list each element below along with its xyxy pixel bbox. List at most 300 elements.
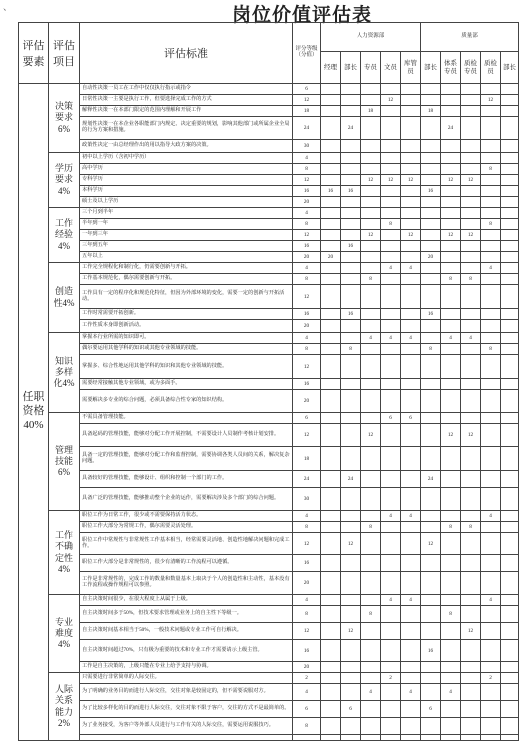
criterion-text: 自动性决策一员工在工作中仅仅执行指示或指令 [80, 84, 293, 95]
rating-cell [441, 718, 461, 735]
score-cell: 30 [293, 140, 321, 153]
rating-cell [501, 117, 519, 140]
rating-cell [421, 241, 441, 252]
header-position: 专员 [361, 52, 381, 84]
rating-cell: 4 [461, 333, 481, 344]
rating-cell [321, 424, 341, 447]
rating-cell [361, 84, 381, 95]
table-row [19, 533, 519, 555]
rating-cell [501, 488, 519, 511]
rating-cell [481, 522, 501, 533]
rating-cell [481, 606, 501, 623]
criterion-text: 自主决策时间很少，在很大程度上从属于上级。 [80, 595, 293, 606]
rating-cell [341, 263, 361, 274]
rating-cell [361, 735, 381, 741]
rating-cell [381, 379, 401, 390]
table-row [19, 488, 519, 511]
rating-cell [321, 471, 341, 488]
score-cell: 24 [293, 471, 321, 488]
rating-cell: 12 [361, 230, 381, 241]
rating-cell [421, 572, 441, 595]
rating-cell [401, 95, 421, 106]
table-row [19, 390, 519, 413]
rating-cell: 6 [381, 413, 401, 424]
rating-cell [401, 424, 421, 447]
score-cell: 8 [293, 606, 321, 623]
rating-cell [361, 285, 381, 309]
rating-cell [461, 355, 481, 379]
item-label: 创造性4% [53, 286, 75, 308]
rating-cell [401, 447, 421, 471]
rating-cell: 8 [481, 164, 501, 175]
rating-cell [441, 447, 461, 471]
rating-cell [341, 274, 361, 285]
rating-cell [441, 355, 461, 379]
rating-cell: 24 [421, 471, 441, 488]
item-label: 学历要求4% [54, 163, 73, 196]
rating-cell [361, 447, 381, 471]
rating-cell [461, 252, 481, 263]
criterion-text: 为了业务接受，为客户等外部人员进行与工作有关的人际交往，需要运用说服技巧。 [80, 718, 293, 735]
rating-cell [421, 285, 441, 309]
rating-cell: 12 [461, 623, 481, 640]
rating-cell [461, 344, 481, 355]
table-row [19, 424, 519, 447]
rating-cell [441, 488, 461, 511]
rating-cell [461, 606, 481, 623]
factor-label: 任职资格40% [22, 391, 45, 431]
table-row [19, 718, 519, 735]
rating-cell [481, 413, 501, 424]
item-label: 专业难度4% [54, 616, 73, 650]
header-score: 评分等级（分值） [293, 23, 321, 84]
table-row [19, 379, 519, 390]
rating-cell [381, 735, 401, 741]
rating-cell [441, 595, 461, 606]
rating-cell [361, 640, 381, 662]
rating-cell [501, 555, 519, 572]
rating-cell [501, 623, 519, 640]
rating-cell [501, 241, 519, 252]
rating-cell [481, 379, 501, 390]
rating-cell [501, 84, 519, 95]
rating-cell [381, 572, 401, 595]
rating-cell: 4 [381, 333, 401, 344]
rating-cell [461, 447, 481, 471]
rating-cell [341, 333, 361, 344]
rating-cell [421, 390, 441, 413]
table-row [19, 595, 519, 606]
rating-cell [441, 390, 461, 413]
table-row [19, 153, 519, 164]
table-row [19, 208, 519, 219]
table-row [19, 735, 519, 741]
rating-cell [481, 309, 501, 320]
rating-cell [461, 197, 481, 208]
rating-cell [321, 623, 341, 640]
rating-cell [481, 241, 501, 252]
rating-cell [501, 175, 519, 186]
rating-cell [401, 241, 421, 252]
rating-cell [321, 413, 341, 424]
rating-cell [441, 197, 461, 208]
rating-cell [361, 263, 381, 274]
rating-cell: 12 [481, 95, 501, 106]
rating-cell [481, 197, 501, 208]
rating-cell [381, 164, 401, 175]
rating-cell [501, 333, 519, 344]
rating-cell [421, 219, 441, 230]
criterion-text: 工作性质本身即创新活动。 [80, 320, 293, 333]
item-cell [49, 413, 80, 511]
table-row [19, 285, 519, 309]
table-row [19, 572, 519, 595]
rating-cell [361, 379, 381, 390]
rating-cell [421, 673, 441, 684]
rating-cell [381, 355, 401, 379]
criterion-text: 政策性决定一由总经理作出的用以指导大政方案的决策。 [80, 140, 293, 153]
criterion-text: 一年到三年 [80, 230, 293, 241]
rating-cell [421, 522, 441, 533]
rating-cell [361, 241, 381, 252]
rating-cell [441, 379, 461, 390]
rating-cell [441, 241, 461, 252]
rating-cell [321, 533, 341, 555]
rating-cell [321, 379, 341, 390]
rating-cell [401, 197, 421, 208]
rating-cell [361, 471, 381, 488]
rating-cell: 16 [341, 241, 361, 252]
rating-cell [461, 511, 481, 522]
criterion-text: 工作是自主决策的，上级只能在专业上给予支持与协调。 [80, 662, 293, 673]
score-cell: 8 [293, 219, 321, 230]
rating-cell [341, 208, 361, 219]
table-row [19, 684, 519, 701]
score-cell: 20 [293, 320, 321, 333]
criterion-text: 日常性决策一主要是执行工作，但要选择完成工作的方式 [80, 95, 293, 106]
rating-cell [321, 333, 341, 344]
rating-cell [481, 447, 501, 471]
rating-cell [461, 572, 481, 595]
score-cell: 16 [293, 241, 321, 252]
rating-cell [321, 230, 341, 241]
corner-mark: 、 [3, 2, 13, 12]
rating-cell: 4 [361, 333, 381, 344]
rating-cell [401, 219, 421, 230]
rating-cell: 8 [421, 344, 441, 355]
criterion-text: 规划性决策一在本企业各职能部门内规定、决定重要的规划，影响其他部门或所属企业全局的行为方案和措施。 [80, 117, 293, 140]
criterion-text: 为了比较多样化的目的而进行人际交往，交往对象不限于客户，交往的方式不是最简单的。 [80, 701, 293, 718]
rating-cell: 8 [361, 274, 381, 285]
rating-cell [341, 390, 361, 413]
criterion-text: 偶尔要运用其他学科的知识或其他专业领域的技能。 [80, 344, 293, 355]
rating-cell [381, 84, 401, 95]
rating-cell [341, 572, 361, 595]
criterion-text: 职位工作大部分是非常规性的，很少有清晰的工作流程可以遵循。 [80, 555, 293, 572]
rating-cell [461, 379, 481, 390]
rating-cell [421, 117, 441, 140]
rating-cell [341, 662, 361, 673]
rating-cell [381, 718, 401, 735]
score-cell: 4 [293, 153, 321, 164]
rating-cell: 8 [441, 274, 461, 285]
rating-cell [501, 379, 519, 390]
rating-cell [461, 595, 481, 606]
rating-cell: 12 [381, 175, 401, 186]
rating-cell [501, 95, 519, 106]
table-row [19, 623, 519, 640]
criterion-text: 为了明确的业务目的而进行人际交往，交往对象是较固定的，但不需要说服对方。 [80, 684, 293, 701]
rating-cell [321, 164, 341, 175]
rating-cell [421, 263, 441, 274]
rating-cell [461, 718, 481, 735]
rating-cell [401, 106, 421, 117]
rating-cell [321, 344, 341, 355]
rating-cell [481, 355, 501, 379]
rating-cell [381, 640, 401, 662]
rating-cell [361, 662, 381, 673]
rating-cell [461, 95, 481, 106]
rating-cell [381, 309, 401, 320]
rating-cell: 8 [461, 274, 481, 285]
rating-cell: 4 [481, 263, 501, 274]
criterion-text: 三个月到半年 [80, 208, 293, 219]
table-row [19, 662, 519, 673]
rating-cell [481, 718, 501, 735]
item-cell [49, 263, 80, 333]
rating-cell [321, 390, 341, 413]
criterion-text: 硕士及以上学历 [80, 197, 293, 208]
criterion-text: 本科学历 [80, 186, 293, 197]
rating-cell [401, 533, 421, 555]
rating-cell [421, 595, 441, 606]
rating-cell [381, 208, 401, 219]
rating-cell [381, 623, 401, 640]
score-cell [293, 735, 321, 741]
rating-cell [501, 140, 519, 153]
rating-cell [401, 320, 421, 333]
rating-cell [321, 153, 341, 164]
rating-cell [421, 735, 441, 741]
criterion-text: 具备一定的管理技能，能够对分配工作和监督控制，需要协调各类人员间的关系，解决复杂问题。 [80, 447, 293, 471]
rating-cell [401, 153, 421, 164]
rating-cell [381, 533, 401, 555]
rating-cell [401, 117, 421, 140]
rating-cell [441, 164, 461, 175]
rating-cell [361, 320, 381, 333]
rating-cell: 24 [341, 117, 361, 140]
rating-cell [341, 355, 361, 379]
rating-cell [421, 511, 441, 522]
criterion-text: 工作基本规范化，偶尔需要创新与开拓。 [80, 274, 293, 285]
rating-cell [401, 606, 421, 623]
factor-cell [19, 84, 49, 741]
table-row [19, 640, 519, 662]
rating-cell [441, 662, 461, 673]
criterion-text: 具备起码的管理技能，能够对分配工作开展控制，不需要设计人员制作考核计划安排。 [80, 424, 293, 447]
rating-cell [321, 572, 341, 595]
score-cell: 4 [293, 333, 321, 344]
rating-cell [461, 662, 481, 673]
rating-cell [341, 153, 361, 164]
rating-cell: 20 [421, 252, 441, 263]
rating-cell [321, 555, 341, 572]
score-cell: 16 [293, 379, 321, 390]
rating-cell [501, 595, 519, 606]
header-position: 文员 [381, 52, 401, 84]
table-row [19, 175, 519, 186]
rating-cell [341, 684, 361, 701]
rating-cell [341, 164, 361, 175]
rating-cell [421, 555, 441, 572]
rating-cell [321, 662, 341, 673]
rating-cell [501, 208, 519, 219]
rating-cell [421, 662, 441, 673]
rating-cell: 4 [481, 511, 501, 522]
rating-cell [321, 606, 341, 623]
criterion-text: 不需具备管理技能。 [80, 413, 293, 424]
rating-cell [361, 219, 381, 230]
rating-cell [361, 533, 381, 555]
rating-cell [361, 95, 381, 106]
score-cell: 18 [293, 106, 321, 117]
rating-cell [341, 413, 361, 424]
item-cell [49, 595, 80, 673]
score-cell: 4 [293, 208, 321, 219]
rating-cell [381, 424, 401, 447]
rating-cell [421, 164, 441, 175]
header-position: 体系专员 [441, 52, 461, 84]
rating-cell [501, 344, 519, 355]
rating-cell [421, 447, 441, 471]
score-cell: 4 [293, 263, 321, 274]
rating-cell [401, 285, 421, 309]
rating-cell: 12 [381, 95, 401, 106]
criterion-text: 掌握本行业所需的知识即可。 [80, 333, 293, 344]
criterion-text: 需要解决多专业的综合问题，必须具备综合性专家的知识结构。 [80, 390, 293, 413]
criterion-text: 需要经常接触其他专业领域，或为多面手。 [80, 379, 293, 390]
rating-cell [441, 572, 461, 595]
rating-cell [461, 309, 481, 320]
rating-cell: 12 [461, 230, 481, 241]
score-cell: 20 [293, 572, 321, 595]
rating-cell [381, 106, 401, 117]
rating-cell [461, 117, 481, 140]
rating-cell: 4 [401, 263, 421, 274]
rating-cell [481, 285, 501, 309]
criterion-text: 具备广泛的管理技能，能够推动整个企业的运作，需要解决涉及多个部门的综合问题。 [80, 488, 293, 511]
table-row [19, 230, 519, 241]
rating-cell: 12 [441, 175, 461, 186]
rating-cell [321, 718, 341, 735]
item-cell [49, 84, 80, 153]
table-row [19, 355, 519, 379]
rating-cell: 4 [441, 333, 461, 344]
table-row [19, 106, 519, 117]
rating-cell [321, 175, 341, 186]
rating-cell [421, 230, 441, 241]
rating-cell [501, 522, 519, 533]
rating-cell: 12 [401, 230, 421, 241]
rating-cell [401, 555, 421, 572]
rating-cell [341, 197, 361, 208]
rating-cell [401, 488, 421, 511]
rating-cell [481, 84, 501, 95]
score-cell: 12 [293, 623, 321, 640]
rating-cell [481, 555, 501, 572]
header-item: 评估项目 [49, 23, 80, 84]
rating-cell [361, 186, 381, 197]
rating-cell [381, 230, 401, 241]
rating-cell [381, 390, 401, 413]
table-row [19, 95, 519, 106]
table-body [19, 84, 519, 741]
score-cell: 16 [293, 640, 321, 662]
rating-cell [381, 241, 401, 252]
rating-cell [401, 390, 421, 413]
rating-cell [361, 572, 381, 595]
rating-cell [321, 640, 341, 662]
rating-cell [321, 285, 341, 309]
rating-cell [321, 219, 341, 230]
rating-cell [341, 424, 361, 447]
item-cell [49, 673, 80, 741]
rating-cell: 16 [421, 309, 441, 320]
table-row [19, 344, 519, 355]
rating-cell [381, 140, 401, 153]
rating-cell: 4 [381, 511, 401, 522]
rating-cell [321, 263, 341, 274]
rating-cell [361, 488, 381, 511]
rating-cell [341, 555, 361, 572]
rating-cell: 12 [401, 175, 421, 186]
rating-cell [361, 153, 381, 164]
score-cell: 12 [293, 355, 321, 379]
rating-cell [481, 424, 501, 447]
criterion-text: 职位工作中常规性与非常规性工作基本相当，经常需要灵活地、创造性地解决问题和完成工作。 [80, 533, 293, 555]
rating-cell [501, 153, 519, 164]
rating-cell: 16 [421, 640, 441, 662]
rating-cell [501, 662, 519, 673]
rating-cell [341, 511, 361, 522]
criterion-text: 工作完全规程化和制行化，仍需要创新与开拓。 [80, 263, 293, 274]
table-row [19, 117, 519, 140]
score-cell: 12 [293, 424, 321, 447]
rating-cell [441, 153, 461, 164]
rating-cell [501, 572, 519, 595]
table-row [19, 701, 519, 718]
rating-cell [361, 355, 381, 379]
table-row [19, 522, 519, 533]
criterion-text: 自主决策时间多于50%，但技术要求管理或业务上的自主性下等级一。 [80, 606, 293, 623]
rating-cell [381, 274, 401, 285]
rating-cell: 12 [361, 175, 381, 186]
rating-cell [441, 95, 461, 106]
rating-cell [381, 488, 401, 511]
rating-cell [401, 572, 421, 595]
score-cell: 8 [293, 344, 321, 355]
rating-cell [401, 623, 421, 640]
rating-cell [341, 735, 361, 741]
rating-cell [481, 252, 501, 263]
rating-cell: 12 [341, 623, 361, 640]
rating-cell [421, 175, 441, 186]
rating-cell [461, 488, 481, 511]
rating-cell: 4 [441, 684, 461, 701]
rating-cell [501, 701, 519, 718]
rating-cell [401, 344, 421, 355]
rating-cell [441, 252, 461, 263]
